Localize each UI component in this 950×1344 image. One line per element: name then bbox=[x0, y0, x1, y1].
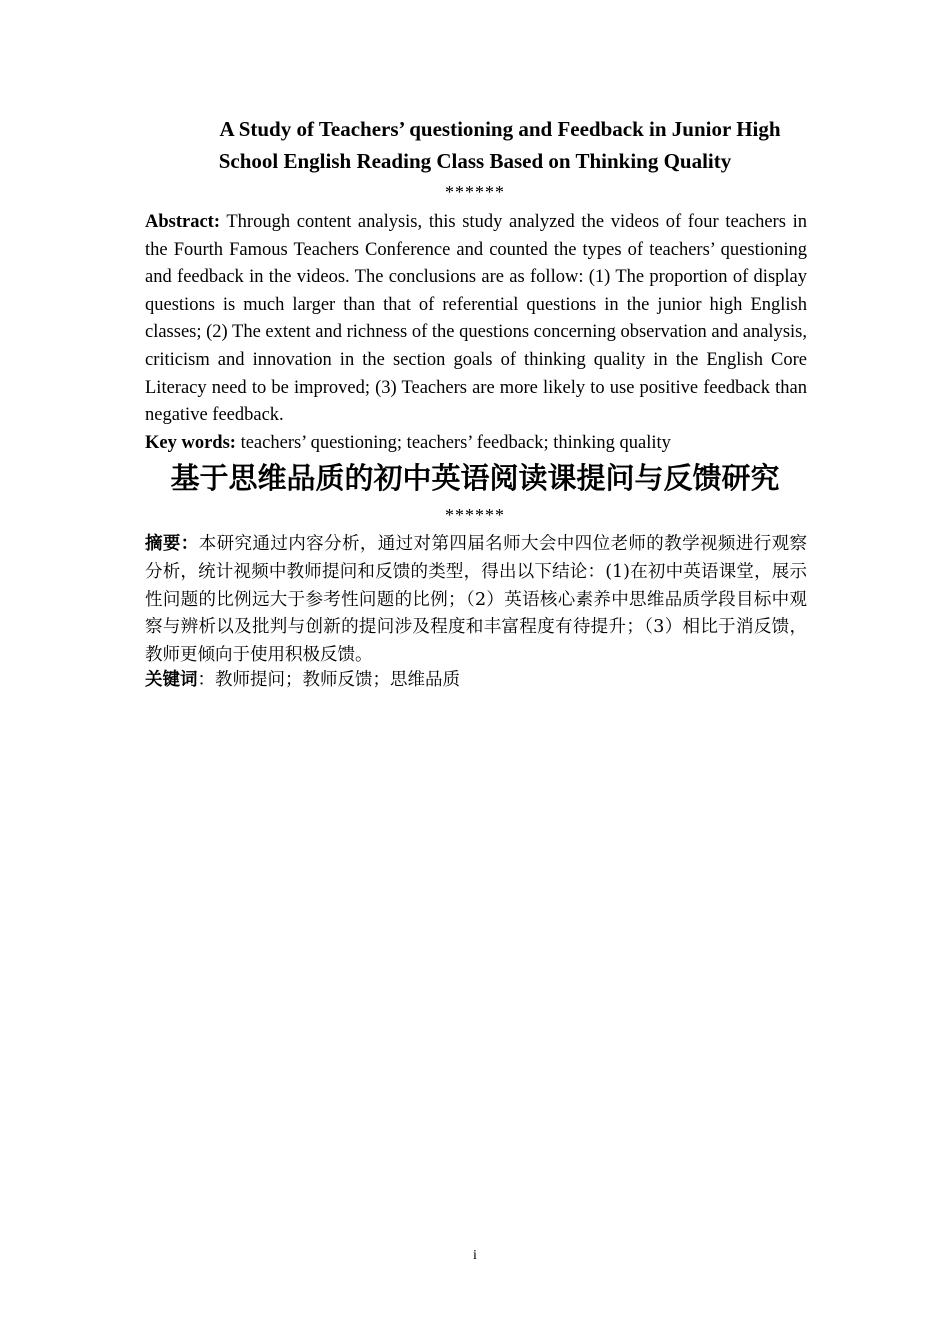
english-abstract-text: Through content analysis, this study analyzed the videos of four teachers in the Fourth Famous Teachers Conference and counted the types of teachers’ questioning and feedback in the videos. The conclusions are as follow: (1) The proportion of display questions is much larger than that of referential questions in the junior high English classes; (2) The extent and richness of the questions concerning observation and analysis, criticism and innovation in the section goals of thinking quality in the English Core Literacy need to be improved; (3) Teachers are more likely to use positive feedback than negative feedback. bbox=[145, 212, 807, 426]
chinese-abstract-label: 摘要： bbox=[145, 534, 199, 554]
page-number: i bbox=[473, 1248, 477, 1263]
english-keywords-text: teachers’ questioning; teachers’ feedback; thinking quality bbox=[235, 433, 671, 453]
english-title-line2: School English Reading Class Based on Thinking Quality bbox=[218, 149, 732, 173]
english-title-line1: A Study of Teachers’ questioning and Feedback in Junior High bbox=[219, 117, 781, 141]
english-separator: ****** bbox=[445, 182, 505, 202]
chinese-keywords-label: 关键词 bbox=[145, 670, 198, 690]
chinese-keywords-text: ：教师提问；教师反馈；思维品质 bbox=[197, 670, 460, 690]
chinese-title: 基于思维品质的初中英语阅读课提问与反馈研究 bbox=[170, 461, 780, 495]
english-abstract bbox=[145, 209, 807, 430]
chinese-keywords bbox=[145, 667, 807, 694]
chinese-abstract-text: 本研究通过内容分析，通过对第四届名师大会中四位老师的教学视频进行观察分析，统计视频中教师提问和反馈的类型，得出以下结论：(1)在初中英语课堂，展示性问题的比例远大于参考性问题的比例；（2）英语核心素养中思维品质学段目标中观察与辨析以及批判与创新的提问涉及程度和丰富程度有待提升；（3）相比于消反馈，教师更倾向于使用积极反馈。 bbox=[145, 534, 808, 666]
english-keywords-label: Key words: bbox=[145, 433, 236, 453]
chinese-abstract bbox=[145, 531, 807, 670]
english-title bbox=[145, 113, 805, 177]
chinese-separator: ****** bbox=[445, 505, 505, 525]
english-keywords bbox=[145, 430, 807, 457]
english-abstract-label: Abstract: bbox=[145, 212, 221, 232]
